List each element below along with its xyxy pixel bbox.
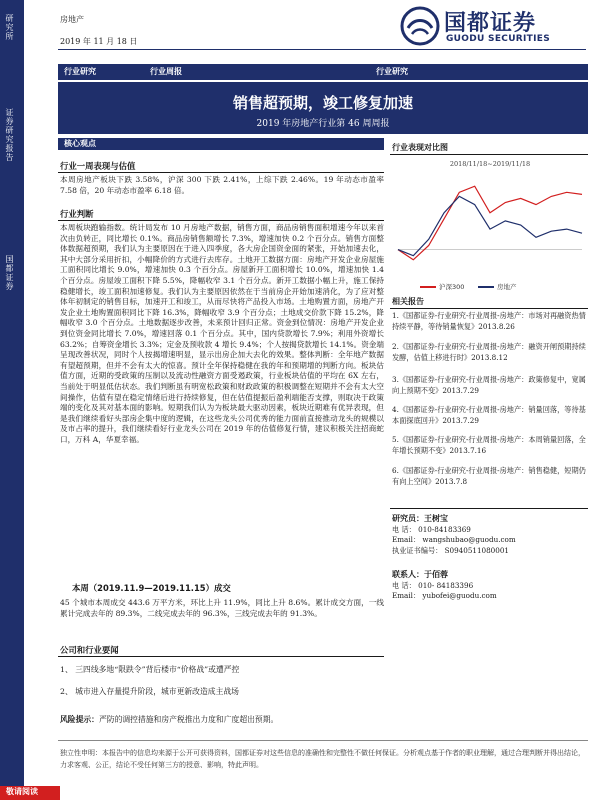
doc-type: 房地产: [60, 15, 84, 24]
side-label-report: 证券研究报告: [5, 108, 14, 162]
report-subtitle: 2019 年房地产行业第 46 周周报: [256, 119, 390, 129]
tab-weekly: 行业周报: [150, 67, 182, 76]
tab-industry-research: 行业研究: [64, 67, 96, 76]
analyst-block-2: [392, 570, 497, 602]
related-report: 4.《国都证券-行业研究-行业周报-房地产：销量回落，等待基本面探底回升》2013.7.29: [392, 405, 586, 425]
judge-divider: [58, 220, 384, 221]
legend-label-hs300: 沪深300: [439, 283, 465, 291]
chart-divider: [390, 154, 588, 155]
side-label-company: 国都证券: [5, 255, 14, 291]
core-view-header: [58, 138, 384, 150]
analyst-name: 研究员：王树宝: [392, 514, 448, 523]
legend-swatch-hs300: [420, 286, 436, 288]
left-sidebar-strip: [0, 0, 24, 800]
disclaimer-text: 独立性申明：本报告中的信息均来源于公开可获得资料，国都证券对这些信息的准确性和完整性不做任何保证。分析观点基于作者的职业理解，通过合理判断并得出结论，力求客观、公正，结论不受任何第三方的授意、影响，特此声明。: [60, 749, 585, 769]
footer-disclaimer-box: [58, 740, 588, 780]
series-line-hs300: [398, 186, 582, 260]
related-heading: 相关报告: [392, 297, 424, 306]
related-report: 2.《国都证券-行业研究-行业周报-房地产：融资开闸预期持续发酵，估值上移进行时》2013.8.12: [392, 342, 586, 362]
logo-en-text: GUODU SECURITIES: [446, 34, 550, 44]
news-divider: [58, 656, 384, 657]
category-bar: [58, 64, 588, 80]
tab-industry-research-right: 行业研究: [376, 67, 408, 76]
contact-name: 联系人：于佰蓉: [392, 570, 448, 579]
risk-text: 严防的调控措施和房产税推出力度和广度超出预期。: [98, 715, 279, 724]
related-divider: [390, 308, 588, 309]
contact-phone: 电 话： 010- 84183396: [392, 580, 474, 590]
judge-heading: 行业判断: [60, 209, 94, 219]
related-report: 1.《国都证券-行业研究-行业周报-房地产：市场对再融资热情持续平静，等待销量恢复》2013.8.26: [392, 311, 586, 331]
contact-email[interactable]: Email： yubofei@guodu.com: [392, 591, 497, 601]
judge-paragraph: 本周板块跑输指数。统计局发布 10 月房地产数据，销售方面，商品房销售面积增速今年以来首次由负转正，同比增长 0.1%。商品房销售额增长 7.3%，增速加快 0.2 个百分点。销售方面整体数据超预期，我们认为主要原因在于进入四季度，各大房企国资金面的紧张，开始加速去化，其中大部分采用折扣，小幅降价的方式进行去库存。土地开工数据方面：房地产开发企业房屋施工面积同比增长 9.0%，增速加快 0.3 个百分点。房屋新开工面积增长 10.0%，增速加快 1.4 个百分点。房屋竣工面积下降 5.5%，降幅收窄 3.1 个百分点。新开工数据小幅上升，施工保持稳健增长，竣工面积加速修复。我们认为主要原因依然在于当前房企开始加速消化，为了应对整体年初制定的销售目标，加速开工和竣工，从而尽快将产品投入市场。土地购置方面，房地产开发企业土地购置面积同比下降 16.3%，降幅收窄 3.9 个百分点；土地成交价款下降 15.2%，降幅收窄 3.0 个百分点。土地数据逐步改善，未来预计回归正常。资金到位情况：房地产开发企业到位资金同比增长 7.0%，增速回落 0.1 个百分点。其中，国内贷款增长 7.9%；利用外资增长 63.2%；自筹资金增长 3.3%；定金及预收款 4 增长 9.4%；个人按揭贷款增长 14.1%。资金端呈现改善状况，同时个人按揭增速明显，显示出房企加大去化的效果。整体判断：全年地产数据有望超预期，但并不会有太大的惊喜。预计全年保持稳健在我的年和预期增的判断方向。板块估值方面，近期的受政策的压制以及流动性融资方面受遏政策，行业板块估值的平均在 6X 左右，当前处于明显低估状态。我们判断虽有明宽松政策和财政政策的积极调整在短期并不会有太大空间操作，估值有望在稳定情绪后进行持续修复，但在估值提振后盈利端能否支撑，则取决于政策端的变化及其对基本面的影响。短期我们认为为板块最大驱动因素，板块近期难有优异表现，但是我们继续看好头部房企集中度的逻辑，在这些龙头公司优秀的能力面前直接推动龙头的规模以及市占率的提升，我们继续看好行业龙头公司在 2019 年的估值修复行情，建议积极关注招商蛇口，万科 A，华夏幸福。: [60, 223, 384, 444]
risk-label: 风险提示：: [60, 715, 99, 724]
analyst-divider: [390, 508, 588, 509]
chart-date-range: 2018/11/18~2019/11/18: [449, 160, 531, 168]
doc-date: 2019 年 11 月 18 日: [60, 37, 138, 46]
header-divider: [58, 49, 586, 50]
related-report: 6.《国都证券-行业研究-行业周报-房地产：销售稳健，短期仍有向上空间》2013.7.8: [392, 466, 586, 486]
analyst-phone: 电 话： 010-84183369: [392, 524, 471, 534]
analyst-block-1: [392, 514, 516, 556]
related-report: 3.《国都证券-行业研究-行业周报-房地产：政策修复中，宽属向上预期不变》2013.7.29: [392, 375, 586, 395]
news-heading: 公司和行业要闻: [60, 645, 119, 655]
legend-item-realestate: [478, 282, 517, 291]
company-logo: [400, 4, 590, 48]
legend-item-hs300: [420, 282, 464, 291]
perf-divider: [58, 172, 384, 173]
chart-heading: 行业表现对比图: [392, 143, 448, 152]
risk-warning: [60, 714, 384, 725]
footer-tag: 敬请阅读: [0, 786, 60, 800]
report-title: 销售超预期，竣工修复加速: [232, 94, 413, 112]
performance-chart: [392, 172, 588, 280]
core-view-label: 核心观点: [64, 139, 96, 148]
week-heading: 本周（2019.11.9—2019.11.15）成交: [72, 583, 231, 593]
title-block: [58, 82, 588, 134]
news-item: 1、 三四线多地“限跌令”背后楼市“价格战”或遭严控: [60, 665, 240, 674]
legend-swatch-realestate: [478, 286, 494, 288]
side-label-research: 研究所: [5, 14, 14, 41]
perf-paragraph: 本周房地产板块下跌 3.58%，沪深 300 下跌 2.41%，上综下跌 2.46%。19 年动态市盈率 7.58 倍，20 年动态市盈率 6.18 倍。: [60, 175, 384, 195]
legend-label-realestate: 房地产: [497, 283, 517, 291]
related-report: 5.《国都证券-行业研究-行业周报-房地产：本周销量回落，全年增长预期不变》2013.7.16: [392, 435, 586, 455]
perf-heading: 行业一周表现与估值: [60, 161, 136, 171]
week-paragraph: 45 个城市本周成交 443.6 万平方米，环比上升 11.9%，同比上升 8.6%。累计成交方面，一线累计完成去年的 89.3%，二线完成去年的 96.3%，三线完成去年的 91.3%。: [60, 598, 384, 618]
news-item: 2、 城市进入存量提升阶段，城市更新改造成主战场: [60, 687, 239, 696]
logo-mark-icon: [400, 6, 440, 46]
logo-cn-text: 国都证券: [444, 11, 537, 36]
analyst-cert: 执业证书编号： S0940511080001: [392, 545, 509, 555]
analyst-email[interactable]: Email： wangshubao@guodu.com: [392, 535, 516, 545]
series-line-realestate: [398, 196, 582, 255]
